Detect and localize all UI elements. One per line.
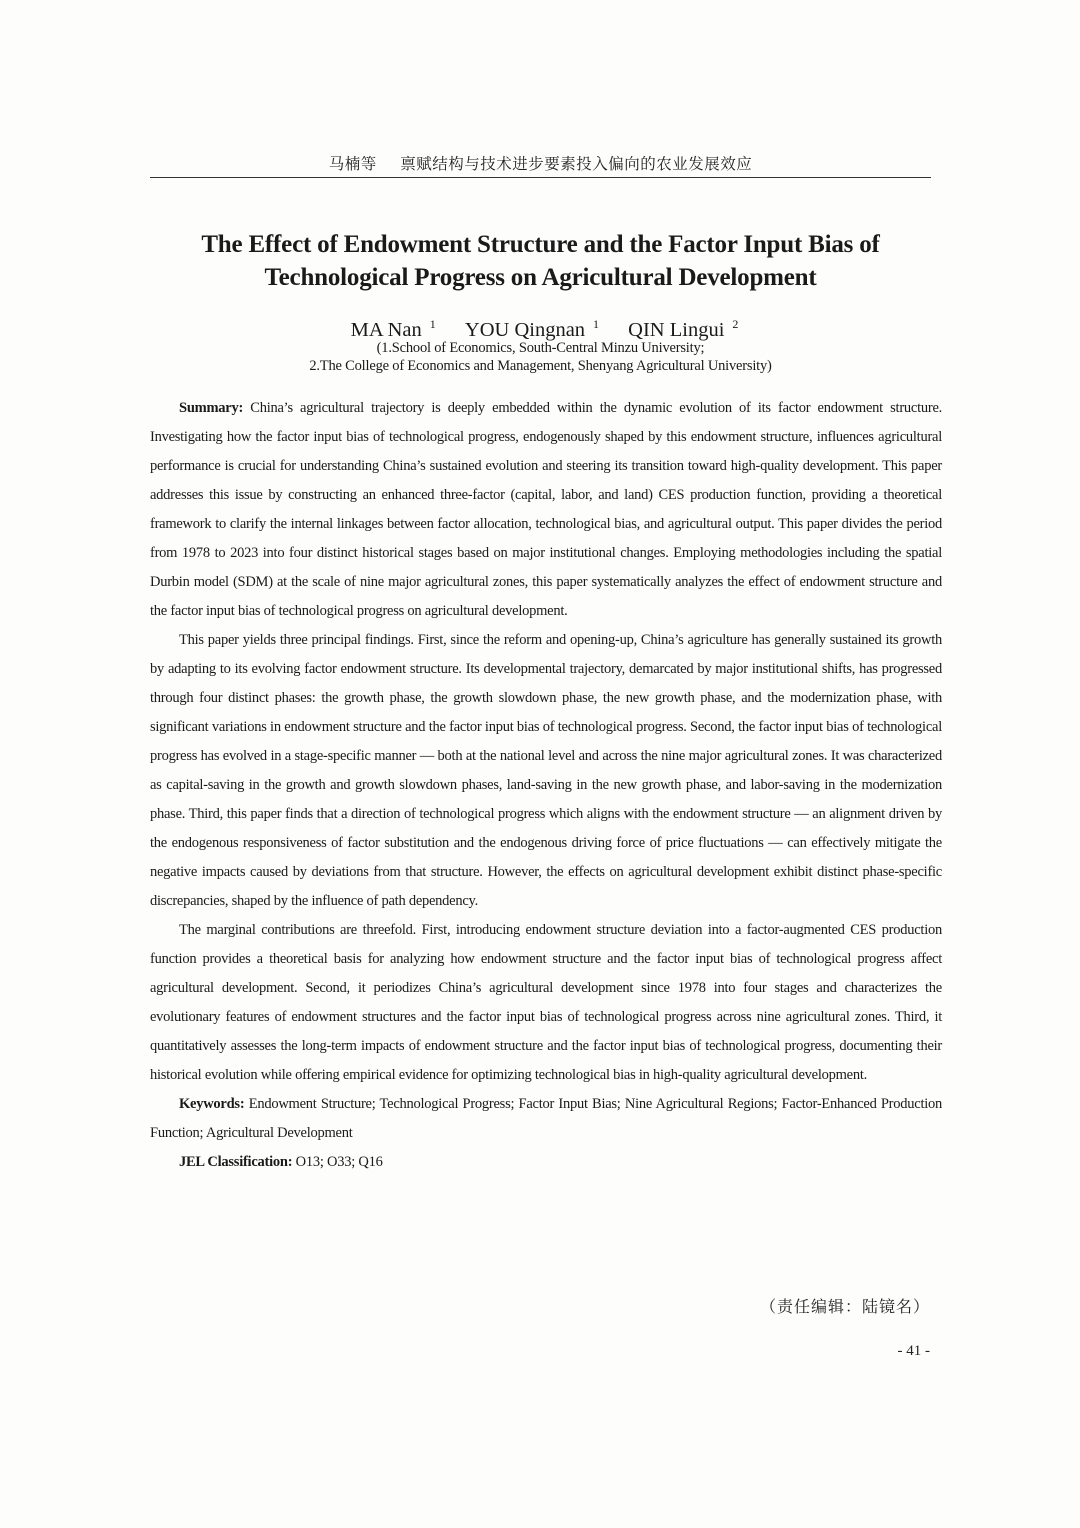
running-header-title: 禀赋结构与技术进步要素投入偏向的农业发展效应 — [400, 155, 753, 173]
summary-label: Summary: — [179, 400, 244, 416]
author-name: QIN Lingui — [628, 318, 725, 341]
header-rule — [150, 177, 931, 178]
responsible-editor: （责任编辑：陆镜名） — [759, 1297, 930, 1316]
author — [457, 319, 599, 341]
author-name: MA Nan — [350, 318, 422, 341]
running-header — [150, 152, 931, 174]
running-header-authors: 马楠等 — [328, 155, 377, 173]
jel-label: JEL Classification: — [179, 1154, 293, 1170]
keywords-text: Endowment Structure; Technological Progress; Factor Input Bias; Nine Agricultural Regions; Factor-Enhanced Production Function; Agricultural Development — [150, 1096, 942, 1141]
jel-paragraph — [150, 1148, 942, 1177]
summary-paragraph-3: The marginal contributions are threefold. First, introducing endowment structure deviation into a factor-augmented CES production function provides a theoretical basis for analyzing how endowment structure and the factor input bias of technological progress affect agricultural development. Second, it periodizes China’s agricultural development since 1978 into four stages and characterizes the evolutionary features of endowment structures and the factor input bias of technological progress across nine agricultural zones. Third, it quantitatively assesses the long-term impacts of endowment structure and the factor input bias of technological progress, documenting their historical evolution while offering empirical evidence for optimizing technological bias in high-quality agricultural development. — [150, 922, 942, 1083]
author-affiliation-mark: 1 — [593, 317, 600, 331]
author-name: YOU Qingnan — [464, 318, 586, 341]
affiliation-2: 2.The College of Economics and Management, Shenyang Agricultural University) — [309, 358, 772, 374]
summary-text: China’s agricultural trajectory is deeply embedded within the dynamic evolution of its factor endowment structure. Investigating how the factor input bias of technological progress, endogenously shaped by this endowment structure, influences agricultural performance is crucial for understanding China’s sustained evolution and steering its transition toward high-quality development. This paper addresses this issue by constructing an enhanced three-factor (capital, labor, and land) CES production function, providing a theoretical framework to clarify the internal linkages between factor allocation, technological bias, and agricultural output. This paper divides the period from 1978 to 2023 into four distinct historical stages based on major institutional changes. Employing methodologies including the spatial Durbin model (SDM) at the scale of nine major agricultural zones, this paper systematically analyzes the effect of endowment structure and the factor input bias of technological progress on agricultural development. — [150, 400, 942, 619]
article-title — [150, 228, 931, 294]
summary-paragraph-1 — [150, 394, 942, 626]
author — [620, 319, 738, 341]
article-title-line1: The Effect of Endowment Structure and the Factor Input Bias of — [201, 231, 880, 258]
abstract-body — [150, 394, 942, 1177]
article-title-line2: Technological Progress on Agricultural Development — [264, 264, 817, 291]
author-affiliation-mark: 2 — [732, 317, 739, 331]
author — [343, 319, 436, 341]
author-affiliation-mark: 1 — [429, 317, 436, 331]
keywords-paragraph — [150, 1090, 942, 1148]
keywords-label: Keywords: — [179, 1096, 245, 1112]
jel-text: O13; O33; Q16 — [292, 1154, 383, 1170]
page-number: - 41 - — [897, 1343, 930, 1359]
affiliation-1: (1.School of Economics, South-Central Minzu University; — [376, 340, 705, 356]
summary-paragraph-2: This paper yields three principal findings. First, since the reform and opening-up, China’s agriculture has generally sustained its growth by adapting to its evolving factor endowment structure. Its developmental trajectory, demarcated by major institutional shifts, has progressed through four distinct phases: the growth phase, the growth slowdown phase, the new growth phase, and the modernization phase, with significant variations in endowment structure and the factor input bias of technological progress. Second, the factor input bias of technological progress has evolved in a stage-specific manner — both at the national level and across the nine major agricultural zones. It was characterized as capital-saving in the growth and growth slowdown phases, land-saving in the new growth phase, and labor-saving in the modernization phase. Third, this paper finds that a direction of technological progress which aligns with the endowment structure — an alignment driven by the endogenous responsiveness of factor substitution and the endogenous driving force of price fluctuations — can effectively mitigate the negative impacts caused by deviations from that structure. However, the effects on agricultural development exhibit distinct phase-specific discrepancies, shaped by the influence of path dependency. — [150, 632, 942, 909]
